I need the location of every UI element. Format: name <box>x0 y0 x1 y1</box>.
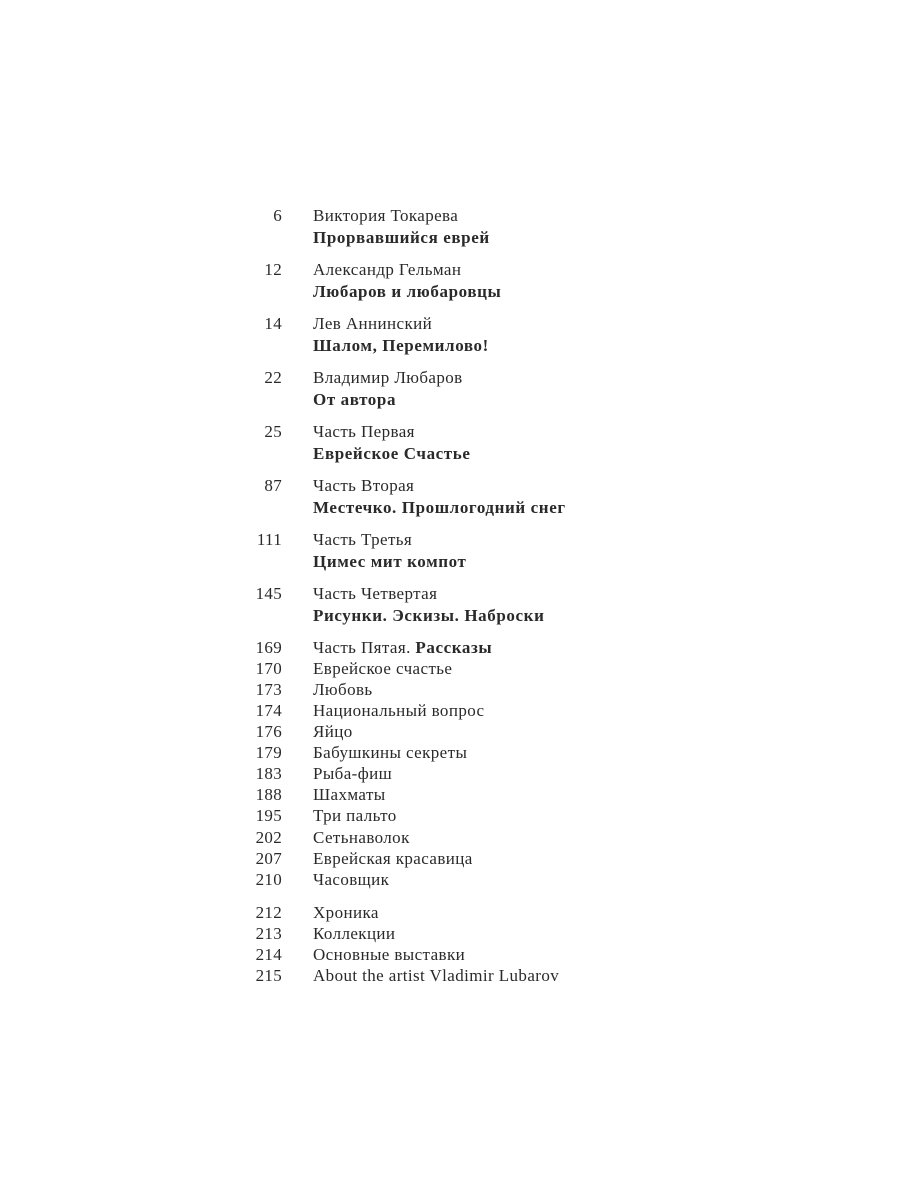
toc-story-item[interactable] <box>0 700 900 722</box>
page-number: 179 <box>255 743 282 762</box>
entry-author: Владимир Любаров <box>313 368 463 387</box>
page-number: 214 <box>255 945 282 964</box>
entry-part-label: Часть Четвертая <box>313 584 438 603</box>
page-number: 207 <box>255 849 282 868</box>
entry-author: Александр Гельман <box>313 260 462 279</box>
story-title: Любовь <box>313 680 373 699</box>
page-number: 212 <box>255 903 282 922</box>
appendix-title: Основные выставки <box>313 945 466 964</box>
story-title: Яйцо <box>313 722 353 741</box>
page-number: 6 <box>273 206 282 225</box>
entry-title[interactable]: Шалом, Перемилово! <box>313 336 489 355</box>
entry-title[interactable]: Любаров и любаровцы <box>313 282 502 301</box>
toc-entry-lubarov[interactable] <box>0 367 900 389</box>
story-title: Часовщик <box>313 870 390 889</box>
toc-story-item[interactable] <box>0 658 900 680</box>
toc-appendix-item[interactable] <box>0 902 900 924</box>
appendix-title: Коллекции <box>313 924 396 943</box>
toc-story-item[interactable] <box>0 679 900 701</box>
page-number: 213 <box>255 924 282 943</box>
entry-title[interactable]: Цимес мит компот <box>313 552 467 571</box>
story-title: Еврейская красавица <box>313 849 473 868</box>
toc-appendix-item[interactable] <box>0 965 900 987</box>
story-title: Национальный вопрос <box>313 701 485 720</box>
toc-entry-title-row <box>0 227 900 249</box>
page-number: 14 <box>264 314 282 333</box>
toc-story-item[interactable] <box>0 827 900 849</box>
entry-author: Виктория Токарева <box>313 206 459 225</box>
story-title: Бабушкины секреты <box>313 743 468 762</box>
page-number: 25 <box>264 422 282 441</box>
toc-entry-title-row <box>0 281 900 303</box>
toc-story-item[interactable] <box>0 763 900 785</box>
story-title: Три пальто <box>313 806 397 825</box>
toc-appendix-item[interactable] <box>0 923 900 945</box>
toc-story-item[interactable] <box>0 721 900 743</box>
page-number: 210 <box>255 870 282 889</box>
page-number: 174 <box>255 701 282 720</box>
toc-entry-title-row <box>0 497 900 519</box>
entry-author: Лев Аннинский <box>313 314 433 333</box>
page-number: 215 <box>255 966 282 985</box>
page-number: 111 <box>256 530 282 549</box>
entry-title[interactable]: Рассказы <box>415 638 493 657</box>
page-number: 202 <box>255 828 282 847</box>
entry-title[interactable]: Прорвавшийся еврей <box>313 228 490 247</box>
toc-entry-part-1[interactable] <box>0 421 900 443</box>
entry-part-label: Часть Третья <box>313 530 413 549</box>
page-number: 183 <box>255 764 282 783</box>
toc-entry-anninsky[interactable] <box>0 313 900 335</box>
entry-title[interactable]: От автора <box>313 390 397 409</box>
entry-title[interactable]: Рисунки. Эскизы. Наброски <box>313 606 545 625</box>
toc-story-item[interactable] <box>0 784 900 806</box>
toc-story-item[interactable] <box>0 848 900 870</box>
page-number: 22 <box>264 368 282 387</box>
toc-entry-part-5[interactable] <box>0 637 900 659</box>
entry-title[interactable]: Местечко. Прошлогодний снег <box>313 498 566 517</box>
entry-part-label: Часть Вторая <box>313 476 415 495</box>
toc-entry-part-2[interactable] <box>0 475 900 497</box>
toc-entry-part-3[interactable] <box>0 529 900 551</box>
page-number: 188 <box>255 785 282 804</box>
story-title: Сетьнаволок <box>313 828 410 847</box>
page-number: 145 <box>255 584 282 603</box>
toc-appendix-item[interactable] <box>0 944 900 966</box>
page-number: 87 <box>264 476 282 495</box>
toc-entry-gelman[interactable] <box>0 259 900 281</box>
entry-part-label: Часть Первая <box>313 422 415 441</box>
toc-entry-part-4[interactable] <box>0 583 900 605</box>
toc-entry-tokareva[interactable] <box>0 205 900 227</box>
entry-part-line <box>313 637 492 659</box>
page-number: 173 <box>255 680 282 699</box>
entry-title[interactable]: Еврейское Счастье <box>313 444 471 463</box>
entry-part-label: Часть Пятая. <box>313 638 411 657</box>
toc-entry-title-row <box>0 389 900 411</box>
toc-story-item[interactable] <box>0 742 900 764</box>
toc-entry-title-row <box>0 443 900 465</box>
page-number: 169 <box>255 638 282 657</box>
page-number: 170 <box>255 659 282 678</box>
page-number: 176 <box>255 722 282 741</box>
appendix-title: Хроника <box>313 903 379 922</box>
toc-entry-title-row <box>0 335 900 357</box>
appendix-title: About the artist Vladimir Lubarov <box>313 966 560 985</box>
story-title: Рыба-фиш <box>313 764 393 783</box>
toc-story-item[interactable] <box>0 869 900 891</box>
toc-entry-title-row <box>0 605 900 627</box>
toc-story-item[interactable] <box>0 805 900 827</box>
page-number: 195 <box>255 806 282 825</box>
story-title: Еврейское счастье <box>313 659 453 678</box>
page-number: 12 <box>264 260 282 279</box>
story-title: Шахматы <box>313 785 386 804</box>
toc-entry-title-row <box>0 551 900 573</box>
